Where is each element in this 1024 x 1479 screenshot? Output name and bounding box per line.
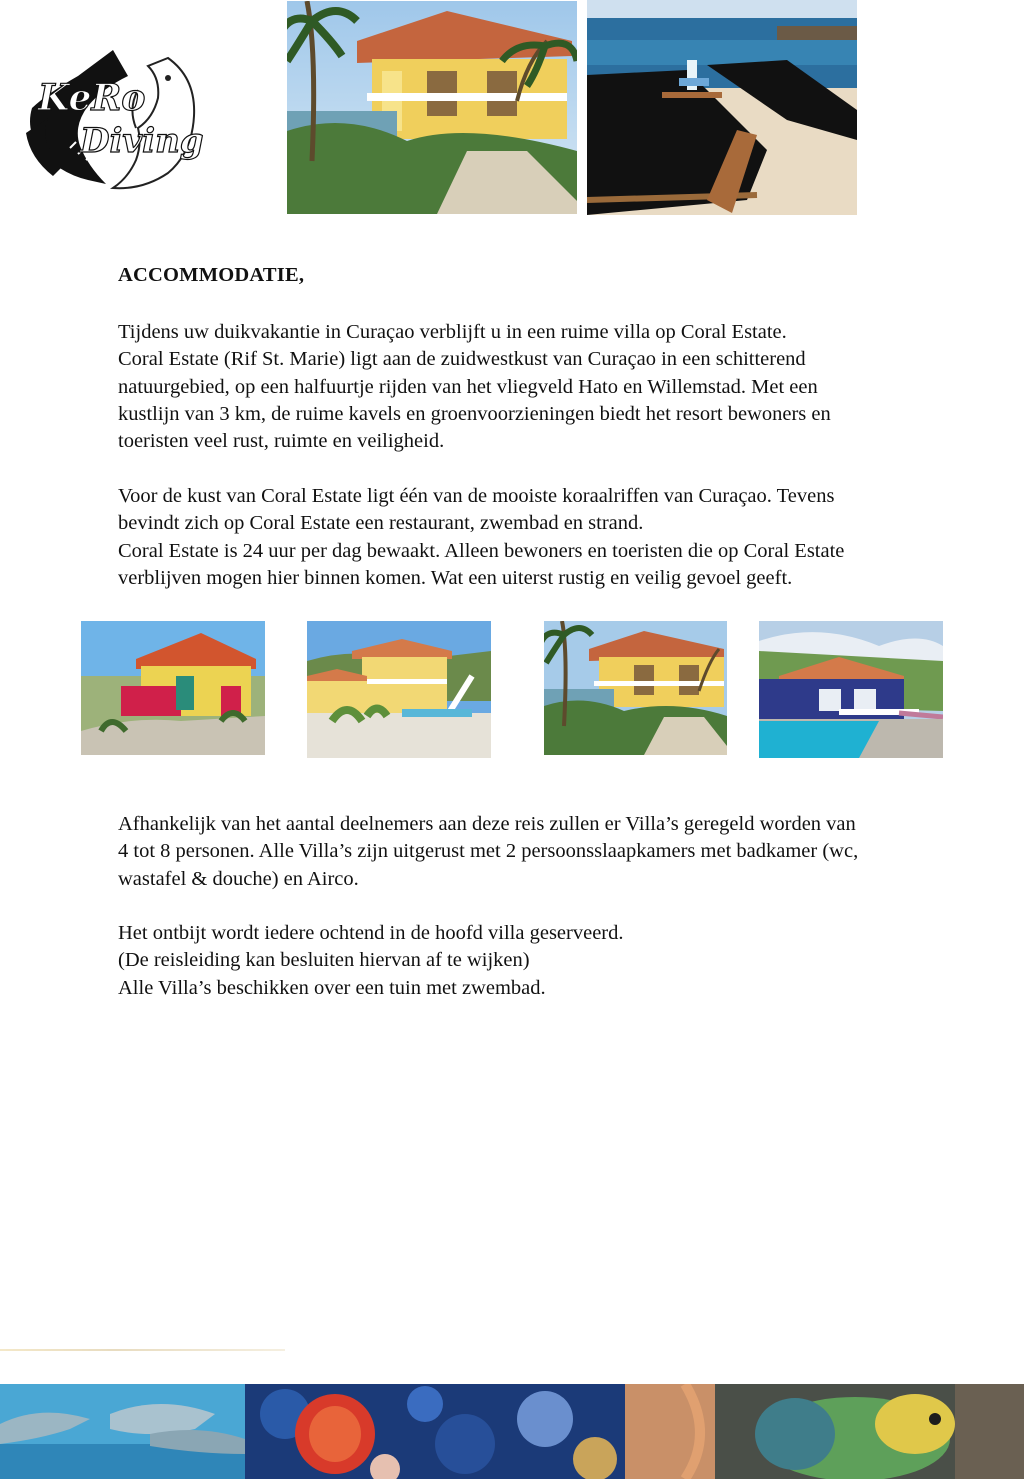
breakfast-paragraph	[118, 920, 948, 1002]
villas-line: Afhankelijk van het aantal deelnemers aan deze reis zullen er Villa’s geregeld worden van	[118, 813, 856, 835]
banner-parrotfish-segment	[625, 1384, 1024, 1479]
villas-line: wastafel & douche) en Airco.	[118, 867, 359, 890]
breakfast-line: Het ontbijt wordt iedere ochtend in de hoofd villa geserveerd.	[118, 922, 624, 944]
intro-line: kustlijn van 3 km, de ruime kavels en groenvoorzieningen biedt het resort bewoners en	[118, 402, 831, 425]
reef-line: bevindt zich op Coral Estate een restaurant, zwembad en strand.	[118, 512, 644, 535]
footer-divider	[0, 1349, 285, 1351]
banner-coral-segment	[245, 1384, 625, 1479]
breakfast-line: Alle Villa’s beschikken over een tuin met zwembad.	[118, 976, 546, 999]
reef-line: verblijven mogen hier binnen komen. Wat een uiterst rustig en veilig gevoel geeft.	[118, 566, 793, 589]
reef-line: Voor de kust van Coral Estate ligt één van de mooiste koraalriffen van Curaçao. Tevens	[118, 485, 835, 507]
logo-text-diving: Diving	[80, 121, 204, 161]
reef-paragraph	[118, 483, 948, 592]
logo-text-kero: KeRo	[38, 77, 146, 119]
villa-photo-1	[81, 621, 265, 755]
reef-line: Coral Estate is 24 uur per dag bewaakt. Alleen bewoners en toeristen die op Coral Estate	[118, 539, 845, 562]
villas-line: 4 tot 8 personen. Alle Villa’s zijn uitgerust met 2 persoonsslaapkamers met badkamer (wc,	[118, 840, 859, 863]
breakfast-line: (De reisleiding kan besluiten hiervan af te wijken)	[118, 949, 530, 972]
banner-sharks-segment	[0, 1384, 245, 1479]
kero-diving-logo	[18, 48, 208, 198]
intro-paragraph	[118, 319, 948, 455]
villa-photo-top	[287, 1, 577, 214]
beach-loungers-photo	[587, 0, 857, 215]
underwater-banner	[0, 1384, 1024, 1479]
villa-photo-4	[759, 621, 943, 758]
villa-photo-2	[307, 621, 491, 758]
intro-line: natuurgebied, op een halfuurtje rijden van het vliegveld Hato en Willemstad. Met een	[118, 375, 818, 398]
intro-line: toeristen veel rust, ruimte en veiligheid.	[118, 430, 445, 453]
page-heading: ACCOMMODATIE,	[118, 264, 305, 286]
intro-line: Coral Estate (Rif St. Marie) ligt aan de zuidwestkust van Curaçao in een schitterend	[118, 348, 806, 371]
villas-paragraph	[118, 811, 948, 893]
villa-photo-3	[544, 621, 727, 755]
intro-line: Tijdens uw duikvakantie in Curaçao verblijft u in een ruime villa op Coral Estate.	[118, 321, 787, 343]
